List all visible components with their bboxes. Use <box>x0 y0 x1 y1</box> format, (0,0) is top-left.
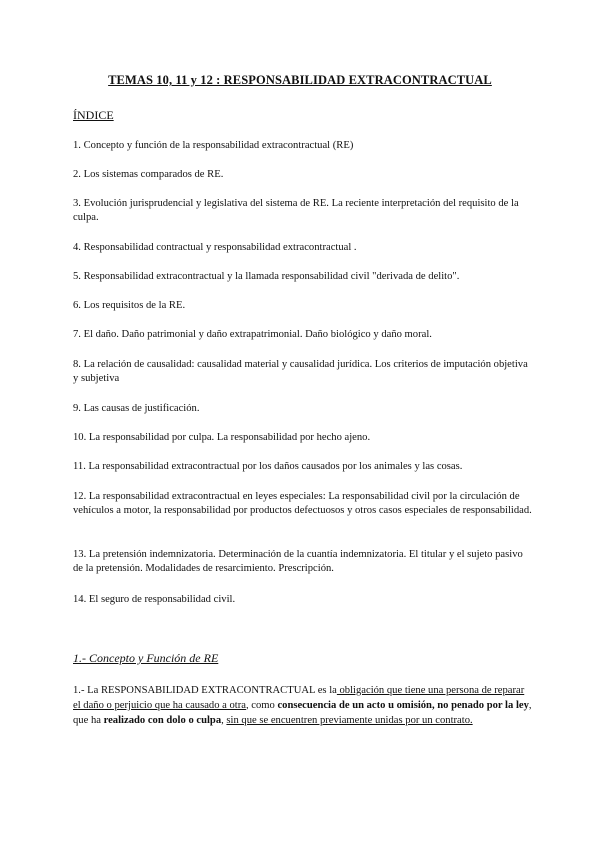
para-text: 1.- La RESPONSABILIDAD EXTRACONTRACTUAL es la <box>73 685 337 696</box>
para-text: , que ha <box>73 700 532 726</box>
toc-item: 3. Evolución jurisprudencial y legislativa del sistema de RE. La reciente interpretación del requisito de la culpa. <box>73 198 519 223</box>
toc-item: 10. La responsabilidad por culpa. La responsabilidad por hecho ajeno. <box>73 432 371 443</box>
para-text: , como <box>245 700 278 711</box>
toc-item: 4. Responsabilidad contractual y responsabilidad extracontractual . <box>73 242 357 253</box>
toc-item: 11. La responsabilidad extracontractual por los daños causados por los animales y las cosas. <box>73 461 463 472</box>
para-underlined-text: sin que se encuentren previamente unidas por un contrato. <box>226 715 473 726</box>
index-heading: ÍNDICE <box>73 108 114 122</box>
toc-item: 2. Los sistemas comparados de RE. <box>73 169 224 180</box>
toc-item: 12. La responsabilidad extracontractual en leyes especiales: La responsabilidad civil por la circulación de vehículos a motor, la responsabilidad por productos defectuosos y otros casos especiales de responsabilidad. <box>73 491 532 516</box>
toc-item: 8. La relación de causalidad: causalidad material y causalidad jurídica. Los criterios de imputación objetiva y subjetiva <box>73 359 528 384</box>
para-underlined-text: obligación que tiene una persona de reparar el daño o perjuicio que ha causado a otra <box>73 685 525 711</box>
document-title: TEMAS 10, 11 y 12 : RESPONSABILIDAD EXTRACONTRACTUAL <box>108 73 492 87</box>
toc-item: 5. Responsabilidad extracontractual y la llamada responsabilidad civil "derivada de delito". <box>73 271 460 282</box>
section-heading: 1.- Concepto y Función de RE <box>73 651 219 665</box>
toc-item: 14. El seguro de responsabilidad civil. <box>73 594 236 605</box>
toc-item: 9. Las causas de justificación. <box>73 403 200 414</box>
para-bold-text: consecuencia de un acto u omisión, no penado por la ley <box>277 700 529 711</box>
para-text: , <box>221 715 227 726</box>
toc-item: 1. Concepto y función de la responsabilidad extracontractual (RE) <box>73 140 354 151</box>
toc-item: 6. Los requisitos de la RE. <box>73 300 186 311</box>
toc-item: 7. El daño. Daño patrimonial y daño extrapatrimonial. Daño biológico y daño moral. <box>73 329 432 340</box>
para-bold-text: realizado con dolo o culpa <box>103 715 222 726</box>
section-paragraph <box>73 683 533 728</box>
toc-item: 13. La pretensión indemnizatoria. Determinación de la cuantía indemnizatoria. El titular y el sujeto pasivo de la pretensión. Modalidades de resarcimiento. Prescripción. <box>73 549 523 574</box>
